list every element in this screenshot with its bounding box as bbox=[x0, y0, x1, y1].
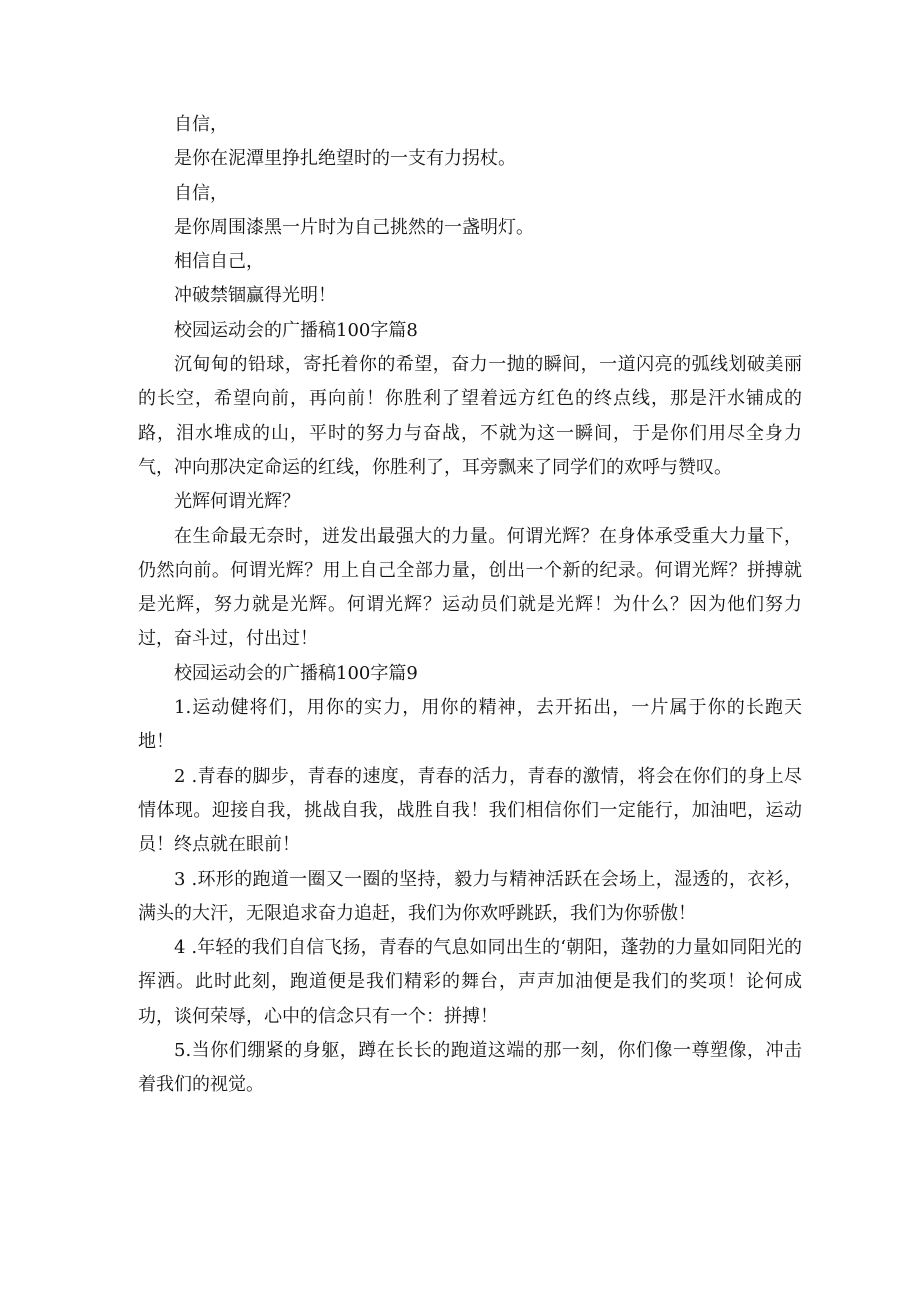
paragraph: 3 .环形的跑道一圈又一圈的坚持，毅力与精神活跃在会场上，湿透的，衣衫，满头的大汗，无限追求奋力追赶，我们为你欢呼跳跃，我们为你骄傲！ bbox=[138, 868, 802, 924]
paragraph: 5.当你们绷紧的身躯，蹲在长长的跑道这端的那一刻，你们像一尊塑像，冲击着我们的视觉。 bbox=[138, 1040, 802, 1096]
poem-line: 自信， bbox=[174, 182, 228, 204]
poem-line: 冲破禁锢赢得光明！ bbox=[174, 285, 336, 307]
paragraph: 4 .年轻的我们自信飞扬，青春的气息如同出生的‘朝阳，蓬勃的力量如同阳光的挥洒。此时此刻，跑道便是我们精彩的舞台，声声加油便是我们的奖项！论何成功，谈何荣辱，心中的信念只有一个：拼搏！ bbox=[138, 937, 802, 1027]
poem-line: 是你周围漆黑一片时为自己挑然的一盏明灯。 bbox=[174, 216, 534, 238]
poem-line: 相信自己， bbox=[174, 251, 264, 273]
poem-line: 是你在泥潭里挣扎绝望时的一支有力拐杖。 bbox=[174, 148, 516, 170]
paragraph: 在生命最无奈时，迸发出最强大的力量。何谓光辉？在身体承受重大力量下，仍然向前。何谓光辉？用上自己全部力量，创出一个新的纪录。何谓光辉？拼搏就是光辉，努力就是光辉。何谓光辉？运动员们就是光辉！为什么？因为他们努力过，奋斗过，付出过！ bbox=[138, 525, 802, 650]
section-heading: 校园运动会的广播稿100字篇8 bbox=[174, 319, 418, 341]
document-body bbox=[138, 108, 802, 1103]
paragraph: 1.运动健将们，用你的实力，用你的精神，去开拓出，一片属于你的长跑天地！ bbox=[138, 697, 802, 753]
paragraph: 光辉何谓光辉？ bbox=[174, 491, 300, 513]
paragraph: 2 .青春的脚步，青春的速度，青春的活力，青春的激情，将会在你们的身上尽情体现。迎接自我，挑战自我，战胜自我！我们相信你们一定能行，加油吧，运动员！终点就在眼前！ bbox=[138, 765, 802, 856]
paragraph: 沉甸甸的铅球，寄托着你的希望，奋力一抛的瞬间，一道闪亮的弧线划破美丽的长空，希望向前，再向前！你胜利了望着远方红色的终点线，那是汗水铺成的路，泪水堆成的山，平时的努力与奋战，不就为这一瞬间，于是你们用尽全身力气，冲向那决定命运的红线，你胜利了，耳旁飘来了同学们的欢呼与赞叹。 bbox=[138, 354, 802, 478]
section-heading: 校园运动会的广播稿100字篇9 bbox=[174, 662, 418, 684]
poem-line: 自信， bbox=[174, 114, 228, 135]
